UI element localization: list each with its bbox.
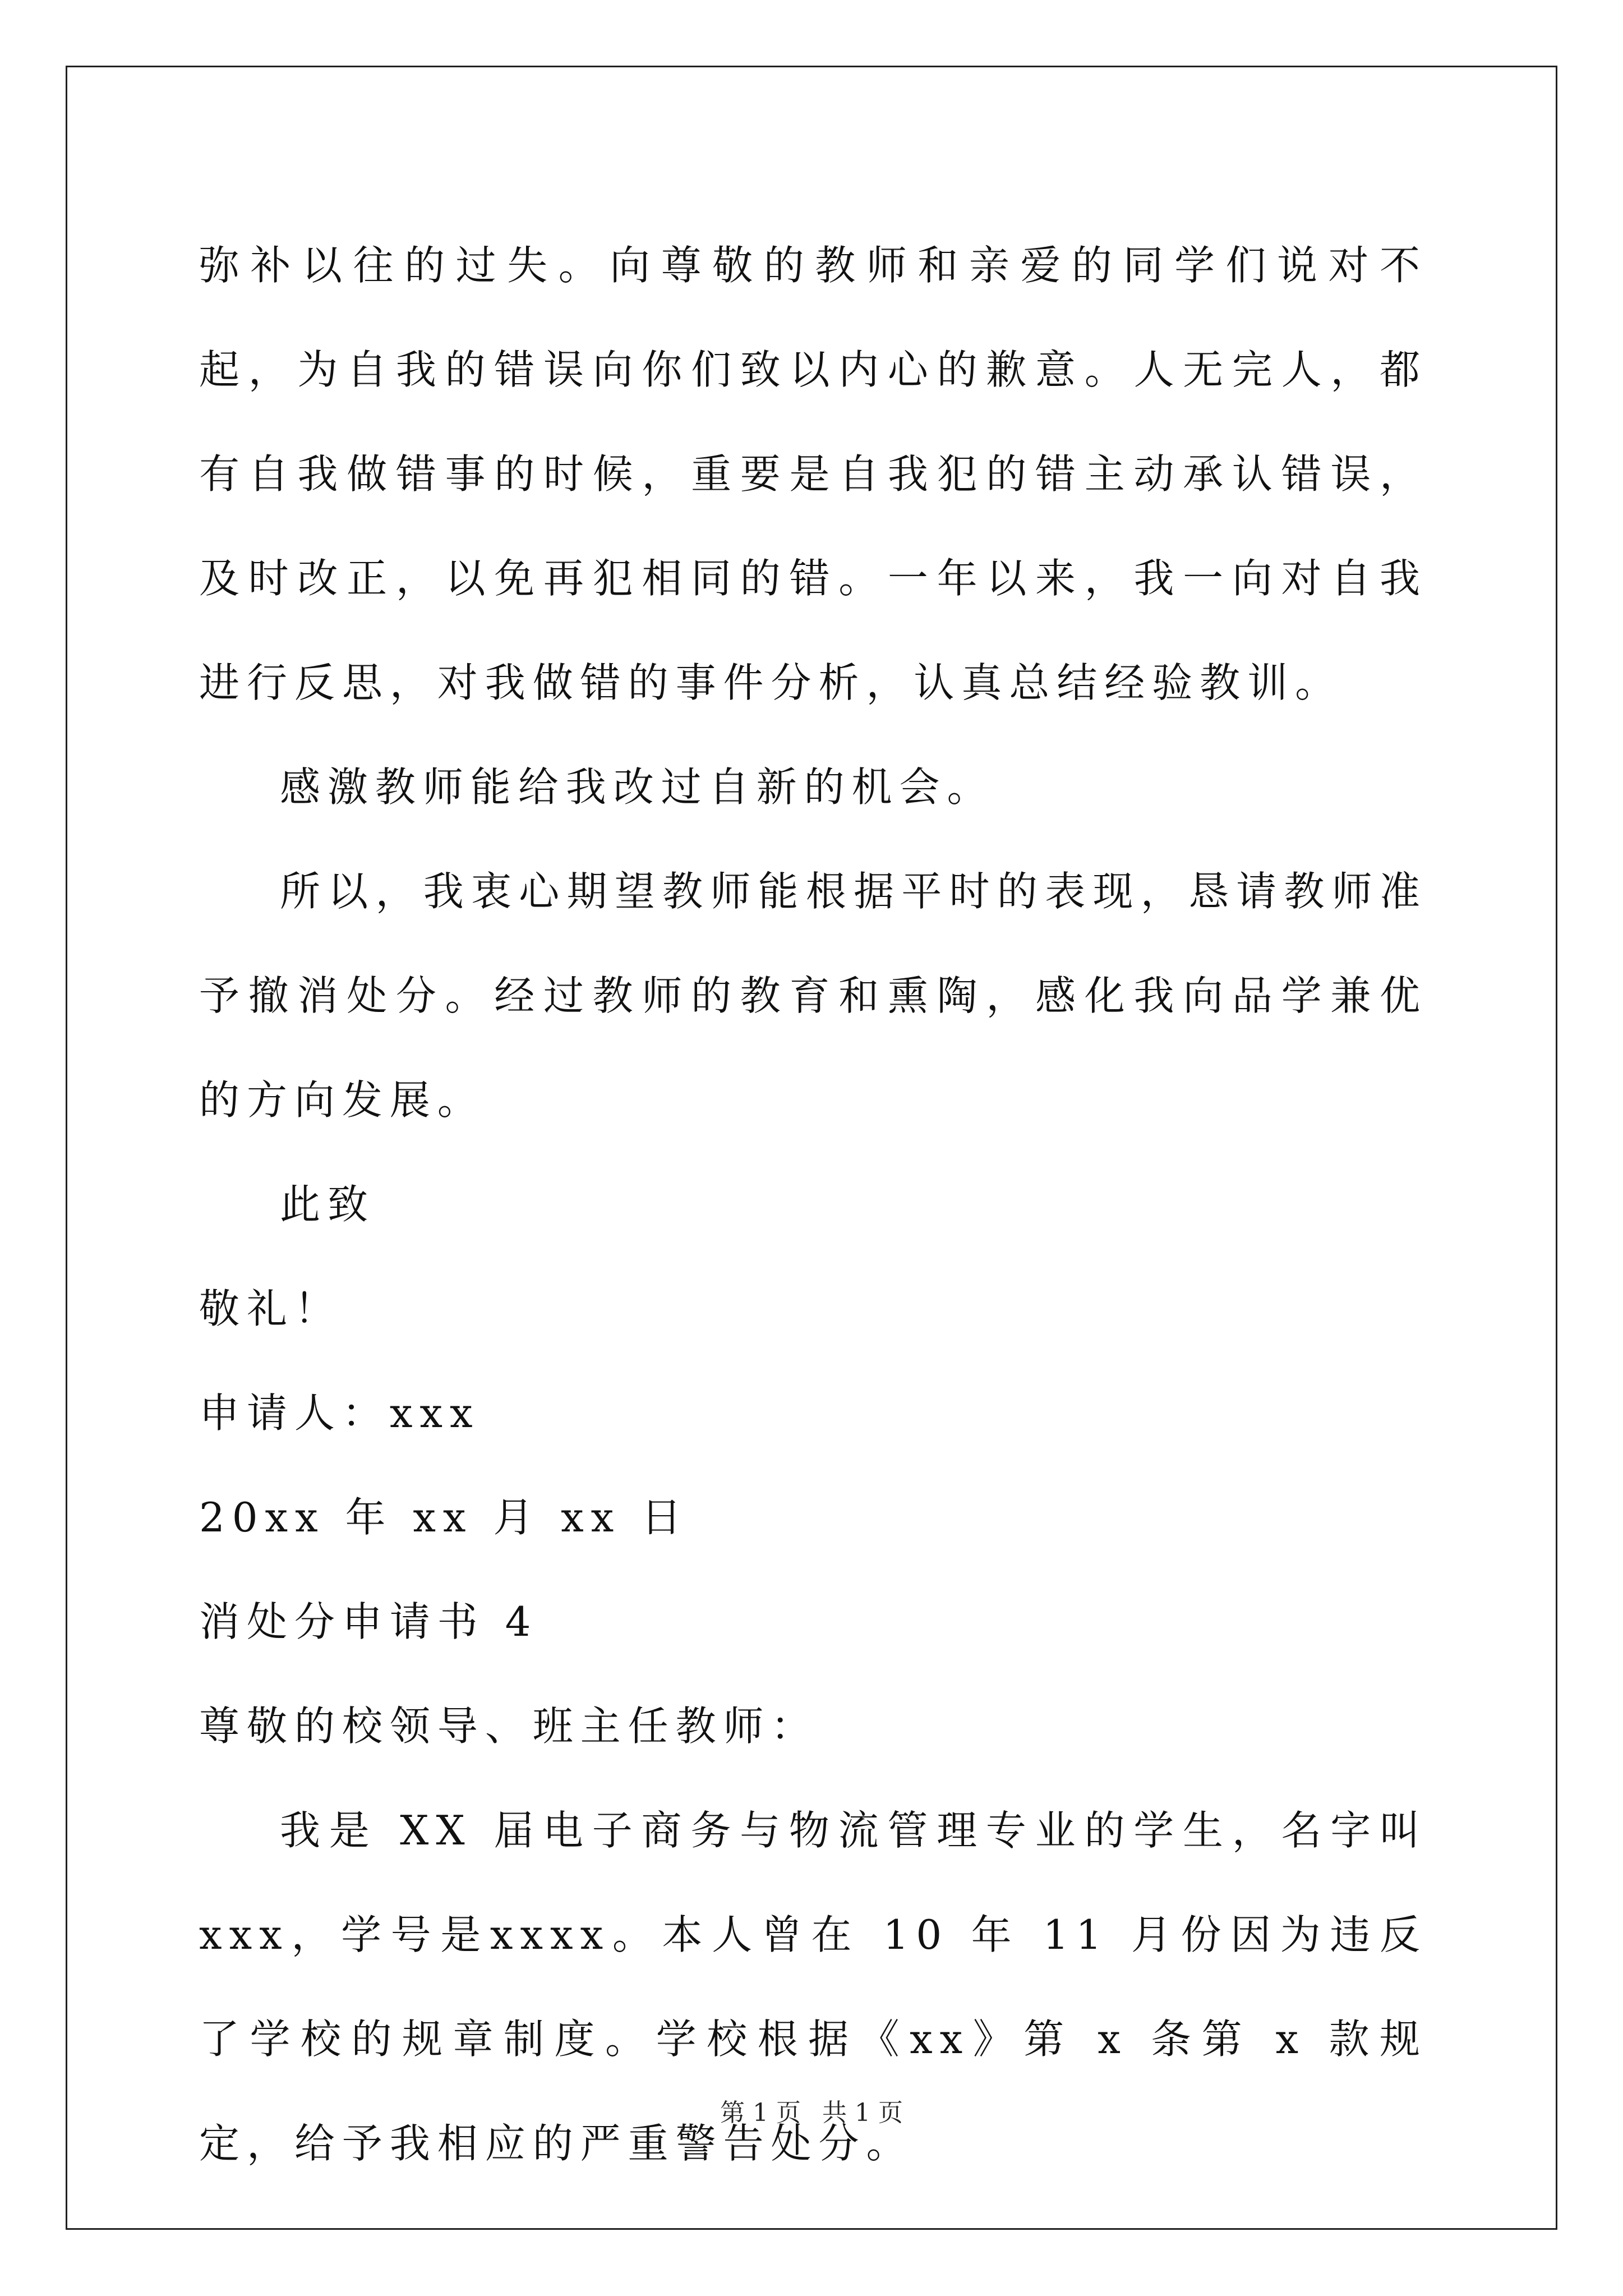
applicant-line: 申请人：xxx: [199, 1389, 480, 1437]
paragraph-thanks: 感激教师能给我改过自新的机会。: [280, 763, 995, 811]
page-footer: [0, 2092, 1623, 2128]
paragraph-introduction: 我是 XX 届电子商务与物流管理专业的学生，名字叫 xxx，学号是xxxx。本人曾在 10 年 11 月份因为违反了学校的规章制度。学校根据《xx》第 x 条第 x 款规定，给予我相应的严重警告处分。: [199, 1807, 1427, 2167]
greeting-line: 尊敬的校领导、班主任教师：: [199, 1703, 819, 1750]
page-number: 第 1 页: [720, 2099, 801, 2127]
date-line: 20xx 年 xx 月 xx 日: [199, 1494, 689, 1541]
section-title: 消处分申请书 4: [199, 1598, 538, 1645]
closing-regards: 敬礼！: [199, 1285, 342, 1332]
page-total: 共 1 页: [822, 2099, 903, 2127]
paragraph-request: 所以，我衷心期望教师能根据平时的表现，恳请教师准予撤消处分。经过教师的教育和熏陶，感化我向品学兼优的方向发展。: [199, 868, 1427, 1124]
document-body: [199, 213, 1427, 2196]
paragraph-apology: 弥补以往的过失。向尊敬的教师和亲爱的同学们说对不起，为自我的错误向你们致以内心的歉意。人无完人，都有自我做错事的时候，重要是自我犯的错主动承认错误，及时改正，以免再犯相同的错。一年以来，我一向对自我进行反思，对我做错的事件分析，认真总结经验教训。: [199, 242, 1427, 706]
closing-salutation: 此致: [280, 1181, 375, 1228]
